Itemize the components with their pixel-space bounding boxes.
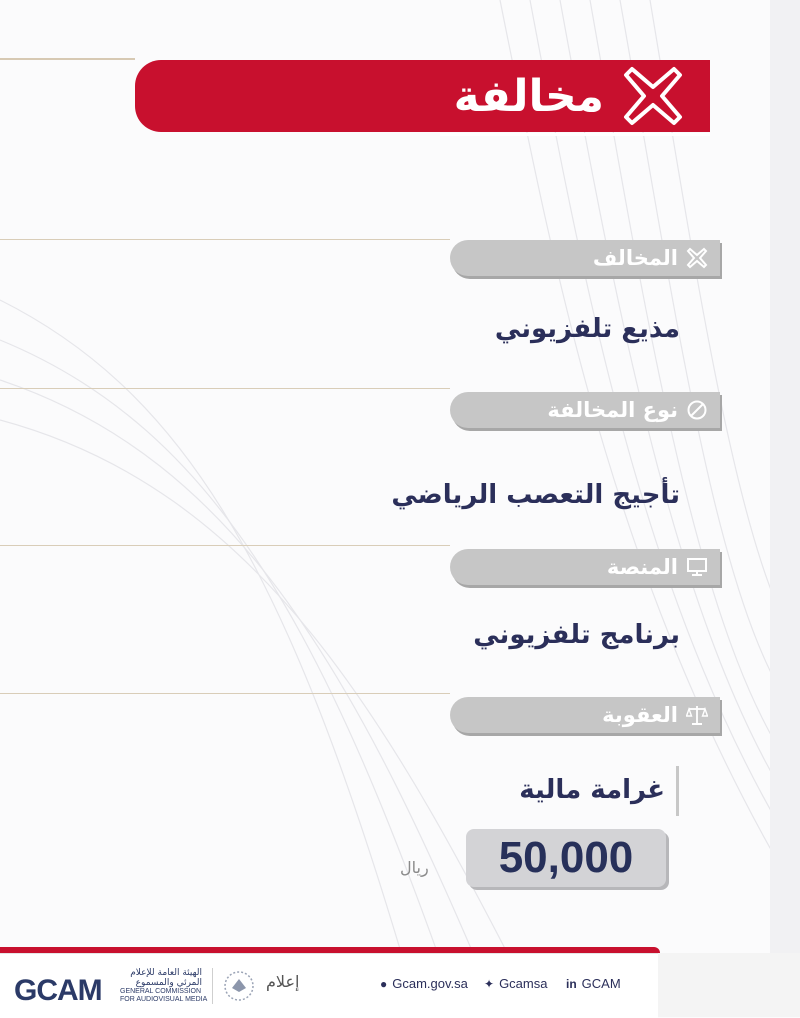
section-label-text: المنصة [606, 555, 678, 579]
twitter-icon: ✦ [484, 976, 495, 991]
x-mark-icon [686, 247, 708, 269]
title-banner [135, 60, 710, 132]
section-label-penalty [450, 697, 720, 733]
platform-value: برنامج تلفزيوني [473, 620, 680, 650]
twitter-link[interactable] [484, 976, 547, 991]
website-link[interactable] [380, 976, 468, 991]
section-label-text: المخالف [592, 246, 678, 270]
violator-value: مذيع تلفزيوني [494, 314, 680, 344]
footer-right-panel [658, 953, 800, 1017]
title-underline [440, 133, 710, 136]
section-label-platform [450, 549, 720, 585]
violation-type-value: تأجيج التعصب الرياضي [391, 480, 680, 510]
commission-name-ar: الهيئة العامة للإعلام المرئي والمسموع [130, 968, 202, 988]
commission-name-en: GENERAL COMMISSION FOR AUDIOVISUAL MEDIA [120, 988, 208, 1003]
title-decor-line [0, 58, 135, 60]
linkedin-icon: in [566, 976, 577, 991]
website-text: Gcam.gov.sa [392, 976, 468, 991]
section-divider [0, 239, 450, 240]
globe-icon: ● [380, 976, 388, 991]
ialam-wordmark: إعلام [266, 972, 300, 991]
footer [0, 953, 658, 1018]
section-label-text: نوع المخالفة [547, 398, 678, 422]
section-divider [0, 388, 450, 389]
fine-accent-bar [676, 766, 679, 816]
monitor-icon [686, 556, 708, 578]
gcam-logo [14, 974, 102, 1008]
fine-currency: ريال [400, 858, 429, 877]
twitter-text: Gcamsa [499, 976, 548, 991]
scales-icon [686, 704, 708, 726]
penalty-value: غرامة مالية [519, 775, 665, 805]
section-divider [0, 545, 450, 546]
section-label-text: العقوبة [602, 703, 678, 727]
fine-amount-box [466, 829, 666, 887]
section-label-violation-type [450, 392, 720, 428]
gcam-logo-text: GCAM [14, 974, 102, 1007]
x-mark-icon [622, 65, 684, 127]
linkedin-text: GCAM [581, 976, 621, 991]
linkedin-link[interactable] [566, 976, 621, 991]
page-title: مخالفة [453, 70, 604, 122]
prohibited-icon [686, 399, 708, 421]
ialam-emblem-icon [222, 970, 256, 1002]
section-label-violator [450, 240, 720, 276]
footer-separator [212, 968, 213, 1004]
fine-amount: 50,000 [498, 833, 634, 882]
section-divider [0, 693, 450, 694]
